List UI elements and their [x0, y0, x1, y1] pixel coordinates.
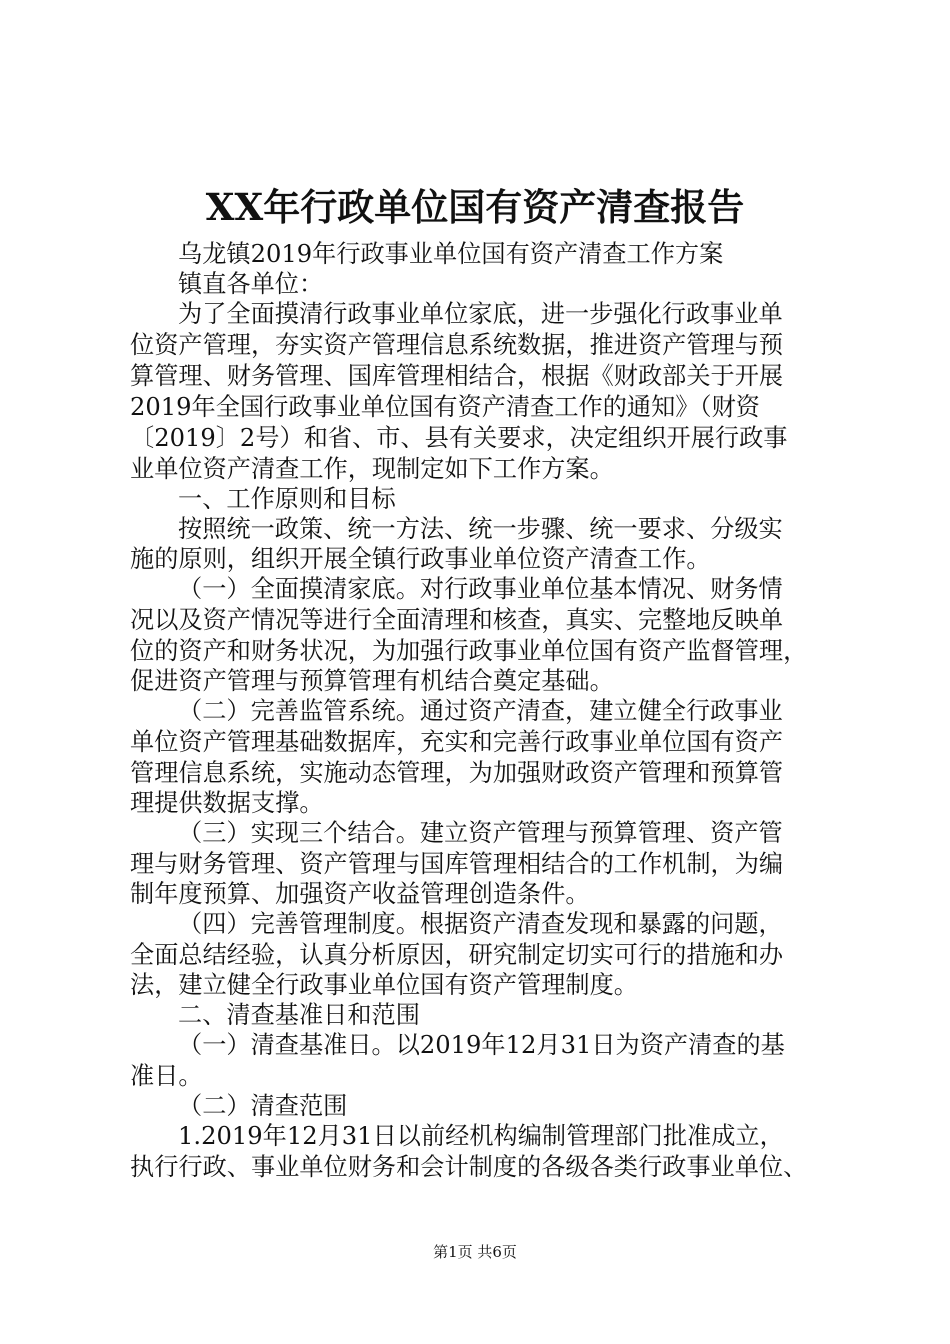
plan-title: 乌龙镇2019年行政事业单位国有资产清查工作方案 [178, 240, 724, 268]
paragraph-line: 单位资产管理基础数据库，充实和完善行政事业单位国有资产 [130, 728, 784, 756]
paragraph-line: （一）全面摸清家底。对行政事业单位基本情况、财务情 [178, 575, 783, 603]
paragraph-line: 按照统一政策、统一方法、统一步骤、统一要求、分级实 [178, 515, 783, 543]
paragraph-line: （一）清查基准日。以2019年12月31日为资产清查的基 [178, 1031, 785, 1059]
paragraph-line: 法，建立健全行政事业单位国有资产管理制度。 [130, 971, 638, 999]
paragraph-line: 施的原则，组织开展全镇行政事业单位资产清查工作。 [130, 545, 711, 573]
paragraph-line: 1.2019年12月31日以前经机构编制管理部门批准成立， [178, 1122, 784, 1150]
paragraph-line: 全面总结经验，认真分析原因，研究制定切实可行的措施和办 [130, 941, 784, 969]
paragraph-line: 业单位资产清查工作，现制定如下工作方案。 [130, 455, 614, 483]
paragraph-line: 位资产管理，夯实资产管理信息系统数据，推进资产管理与预 [130, 331, 784, 359]
page-footer: 第1页 共6页 [433, 1243, 517, 1261]
paragraph-line: （二）完善监管系统。通过资产清查，建立健全行政事业 [178, 697, 783, 725]
section-heading: 二、清查基准日和范围 [178, 1001, 420, 1029]
document-title: XX年行政单位国有资产清查报告 [205, 185, 745, 229]
paragraph-line: 位的资产和财务状况，为加强行政事业单位国有资产监督管理， [130, 637, 808, 665]
paragraph-line: 理与财务管理、资产管理与国库管理相结合的工作机制，为编 [130, 850, 784, 878]
paragraph-line: （四）完善管理制度。根据资产清查发现和暴露的问题， [178, 910, 783, 938]
paragraph-line: （三）实现三个结合。建立资产管理与预算管理、资产管 [178, 819, 783, 847]
paragraph-line: 准日。 [130, 1062, 203, 1090]
section-heading: 一、工作原则和目标 [178, 485, 396, 513]
paragraph-line: 况以及资产情况等进行全面清理和核查，真实、完整地反映单 [130, 606, 784, 634]
paragraph-line: 2019年全国行政事业单位国有资产清查工作的通知》（财资 [130, 393, 760, 421]
paragraph-line: 算管理、财务管理、国库管理相结合，根据《财政部关于开展 [130, 362, 784, 390]
paragraph-line: 〔2019〕2号）和省、市、县有关要求，决定组织开展行政事 [130, 424, 788, 452]
paragraph-line: 理提供数据支撑。 [130, 789, 324, 817]
paragraph-line: 管理信息系统，实施动态管理，为加强财政资产管理和预算管 [130, 759, 784, 787]
paragraph-line: 制年度预算、加强资产收益管理创造条件。 [130, 880, 590, 908]
subsection-heading: （二）清查范围 [178, 1092, 348, 1120]
paragraph-line: 执行行政、事业单位财务和会计制度的各级各类行政事业单位、 [130, 1153, 808, 1181]
paragraph-line: 为了全面摸清行政事业单位家底，进一步强化行政事业单 [178, 300, 783, 328]
paragraph-line: 促进资产管理与预算管理有机结合奠定基础。 [130, 667, 614, 695]
salutation: 镇直各单位： [178, 270, 324, 298]
